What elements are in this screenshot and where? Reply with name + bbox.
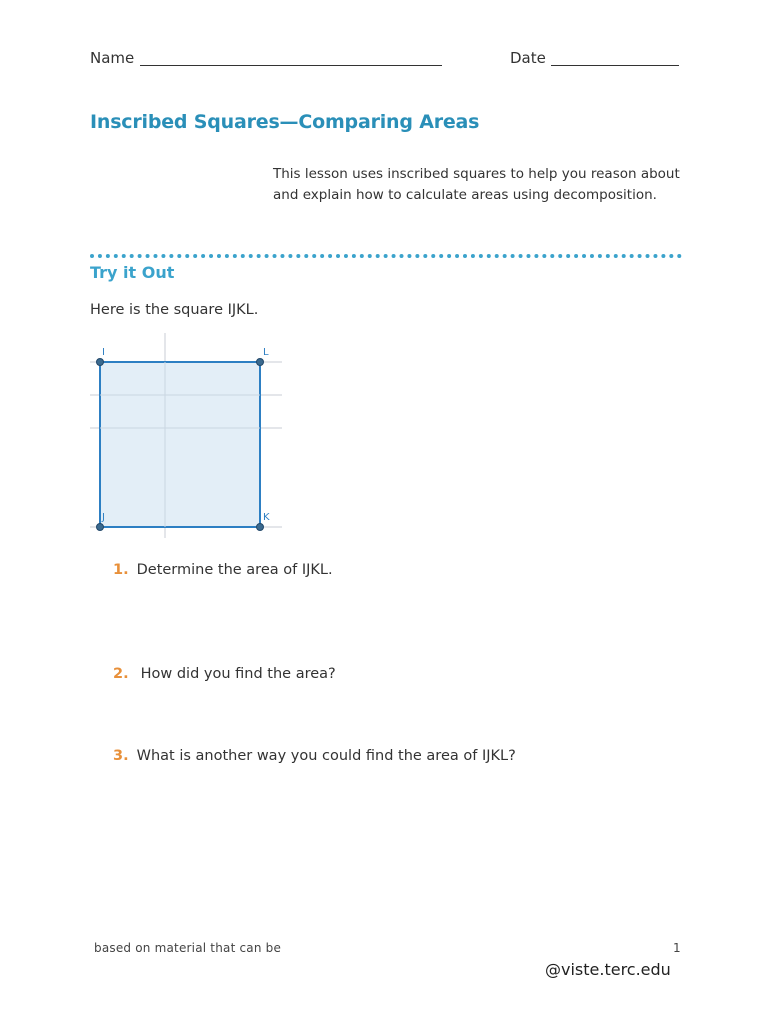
label-k: K — [263, 512, 270, 523]
square-ijkl — [100, 362, 260, 527]
question-2-number: 2. — [113, 666, 129, 682]
intro-line-2: and explain how to calculate areas using decomposition. — [273, 187, 657, 203]
question-2-text: How did you find the area? — [140, 666, 336, 682]
name-field-line[interactable] — [140, 65, 442, 66]
name-label: Name — [90, 49, 135, 67]
date-field-line[interactable] — [551, 65, 679, 66]
vertex-k[interactable] — [257, 524, 264, 531]
prompt-text: Here is the square IJKL. — [90, 302, 259, 318]
vertex-i[interactable] — [97, 359, 104, 366]
question-1-text: Determine the area of IJKL. — [136, 562, 333, 578]
question-1-number: 1. — [113, 562, 129, 578]
vertex-j[interactable] — [97, 524, 104, 531]
page-number: 1 — [673, 941, 681, 955]
vertex-l[interactable] — [257, 359, 264, 366]
question-2 — [113, 666, 336, 682]
question-3-number: 3. — [113, 748, 129, 764]
section-divider — [90, 254, 682, 258]
footer-url[interactable]: @viste.terc.edu — [545, 960, 671, 979]
section-title: Try it Out — [90, 263, 175, 282]
page-title: Inscribed Squares—Comparing Areas — [90, 111, 480, 133]
date-label: Date — [510, 49, 546, 67]
label-i: I — [102, 347, 105, 358]
intro-text — [273, 164, 693, 206]
label-l: L — [263, 347, 269, 358]
square-ijkl-figure — [88, 333, 288, 538]
question-3 — [113, 748, 516, 764]
question-3-text: What is another way you could find the area of IJKL? — [136, 748, 516, 764]
intro-line-1: This lesson uses inscribed squares to help you reason about — [273, 166, 680, 182]
label-j: J — [102, 512, 105, 523]
footer-attribution: based on material that can be — [94, 941, 282, 955]
question-1 — [113, 562, 333, 578]
